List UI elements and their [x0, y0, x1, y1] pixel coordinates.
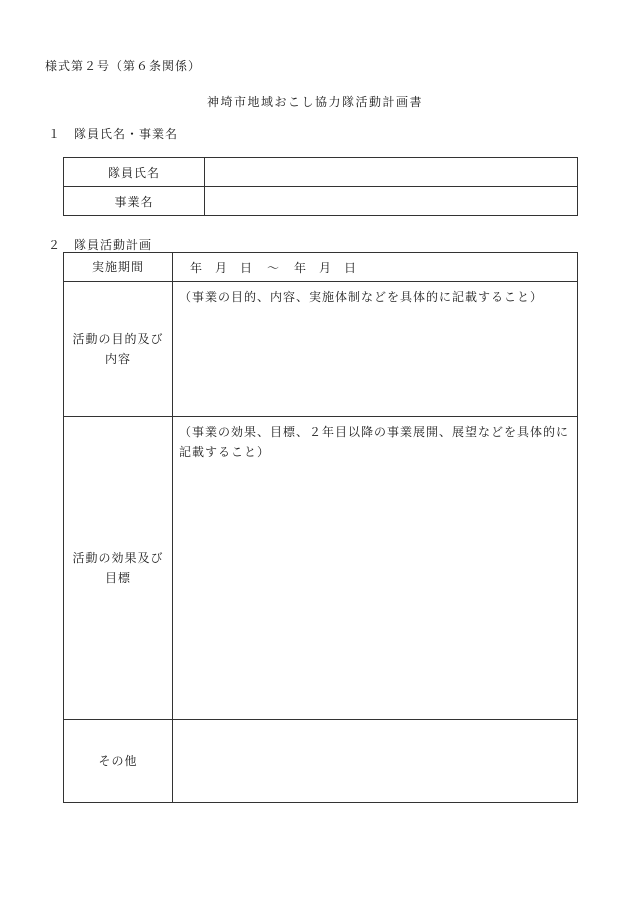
table-row — [64, 187, 578, 216]
purpose-label — [64, 282, 173, 417]
period-day-end: 日 — [344, 260, 358, 275]
other-field[interactable] — [173, 720, 578, 803]
period-year-end: 年 — [294, 260, 308, 275]
effect-label — [64, 417, 173, 720]
section-1-number: １ — [48, 127, 62, 141]
member-name-label: 隊員氏名 — [64, 158, 205, 187]
section-2-title: 隊員活動計画 — [74, 238, 153, 252]
section-1-heading — [48, 125, 178, 142]
project-name-field[interactable] — [205, 187, 578, 216]
section-2-number: ２ — [48, 238, 62, 252]
effect-label-line2: 目標 — [104, 571, 131, 585]
period-field[interactable] — [173, 253, 578, 282]
member-name-field[interactable] — [205, 158, 578, 187]
effect-label-line1: 活動の効果及び — [72, 551, 164, 565]
section-2-heading — [48, 236, 152, 253]
purpose-label-line2: 内容 — [104, 352, 131, 366]
period-month-start: 月 — [215, 260, 229, 275]
member-info-table — [63, 157, 578, 216]
period-year-start: 年 — [190, 260, 204, 275]
project-name-label: 事業名 — [64, 187, 205, 216]
table-row — [64, 158, 578, 187]
purpose-field[interactable] — [173, 282, 578, 417]
form-number: 様式第２号（第６条関係） — [45, 59, 202, 73]
effect-field[interactable] — [173, 417, 578, 720]
document-title: 神埼市地域おこし協力隊活動計画書 — [206, 95, 423, 109]
table-row — [64, 282, 578, 417]
period-day-start: 日 — [240, 260, 254, 275]
period-label: 実施期間 — [64, 253, 173, 282]
effect-note: （事業の効果、目標、２年目以降の事業展開、展望などを具体的に記載すること） — [179, 425, 570, 459]
other-label: その他 — [64, 720, 173, 803]
activity-plan-table — [63, 252, 578, 803]
table-row — [64, 720, 578, 803]
table-row — [64, 253, 578, 282]
purpose-note: （事業の目的、内容、実施体制などを具体的に記載すること） — [179, 290, 544, 304]
table-row — [64, 417, 578, 720]
period-month-end: 月 — [319, 260, 333, 275]
period-tilde: ～ — [267, 260, 281, 275]
purpose-label-line1: 活動の目的及び — [72, 332, 164, 346]
section-1-title: 隊員氏名・事業名 — [74, 127, 179, 141]
